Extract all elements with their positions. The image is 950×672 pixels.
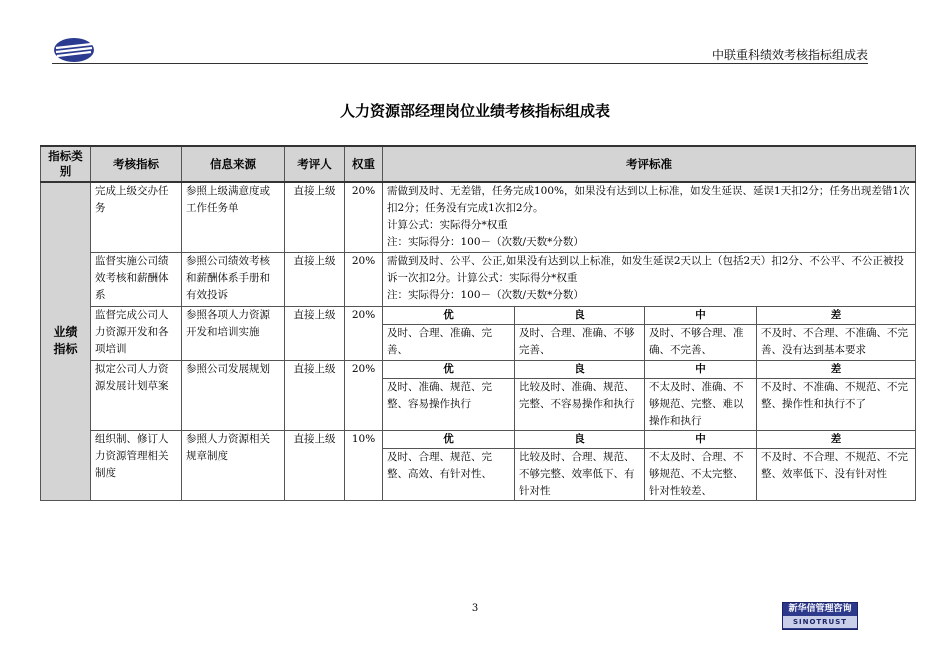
sinotrust-logo: [782, 602, 858, 630]
page-number: 3: [471, 603, 479, 614]
table-row: [41, 252, 916, 306]
weight-cell: 20%: [345, 306, 383, 360]
source-cell: 参照公司发展规划: [182, 360, 285, 430]
grade-medium-cell: 不太及时、合理、不够规范、不太完整、针对性较差、: [645, 448, 757, 500]
source-cell: 参照人力资源相关规章制度: [182, 430, 285, 500]
grade-medium-cell: 不太及时、准确、不够规范、完整、难以操作和执行: [645, 378, 757, 430]
company-logo-icon: [52, 36, 96, 64]
document-title: 人力资源部经理岗位业绩考核指标组成表: [339, 102, 610, 120]
grade-excellent-cell: 及时、准确、规范、完整、容易操作执行: [383, 378, 515, 430]
logo-cn-text: 新华信管理咨询: [788, 604, 852, 614]
indicator-cell: 完成上级交办任务: [91, 182, 182, 252]
criteria-cell: 需做到及时、公平、公正,如果没有达到以上标准，如发生延误2天以上（包括2天）扣2分、不公平、不公正被投诉一次扣2分。计算公式：实际得分*权重 注：实际得分：100－（次数/天数*分数）: [383, 252, 916, 306]
grade-excellent-label: 优: [383, 306, 515, 324]
table-row: [41, 360, 916, 378]
grade-medium-label: 中: [645, 430, 757, 448]
table-row: [41, 430, 916, 448]
criteria-cell: 需做到及时、无差错，任务完成100%，如果没有达到以上标准，如发生延误、延误1天扣2分；任务出现差错1次扣2分；任务没有完成1次扣2分。 计算公式：实际得分*权重 注：实际得分：100－（次数/天数*分数）: [383, 182, 916, 252]
header-criteria: 考评标准: [383, 146, 916, 182]
grade-good-label: 良: [515, 360, 645, 378]
grade-good-label: 良: [515, 430, 645, 448]
table-row: [41, 182, 916, 252]
weight-cell: 20%: [345, 182, 383, 252]
header-evaluator: 考评人: [285, 146, 345, 182]
logo-en-text: SINOTRUST: [783, 616, 857, 628]
source-cell: 参照公司绩效考核和薪酬体系手册和有效投诉: [182, 252, 285, 306]
grade-good-cell: 比较及时、合理、规范、不够完整、效率低下、有针对性: [515, 448, 645, 500]
header-rule: [52, 63, 868, 64]
grade-excellent-cell: 及时、合理、准确、完善、: [383, 324, 515, 360]
header-source: 信息来源: [182, 146, 285, 182]
grade-medium-label: 中: [645, 306, 757, 324]
weight-cell: 10%: [345, 430, 383, 500]
header-company-title: 中联重科绩效考核指标组成表: [711, 48, 868, 62]
grade-good-cell: 及时、合理、准确、不够完善、: [515, 324, 645, 360]
source-cell: 参照各项人力资源开发和培训实施: [182, 306, 285, 360]
grade-medium-cell: 及时、不够合理、准确、不完善、: [645, 324, 757, 360]
weight-cell: 20%: [345, 360, 383, 430]
grade-poor-cell: 不及时、不准确、不规范、不完整、操作性和执行不了: [757, 378, 916, 430]
grade-excellent-label: 优: [383, 360, 515, 378]
indicator-cell: 组织制、修订人力资源管理相关制度: [91, 430, 182, 500]
indicator-cell: 监督完成公司人力资源开发和各项培训: [91, 306, 182, 360]
indicator-cell: 拟定公司人力资源发展计划草案: [91, 360, 182, 430]
category-cell: [41, 182, 91, 500]
grade-poor-cell: 不及时、不合理、不规范、不完整、效率低下、没有针对性: [757, 448, 916, 500]
header-category: 指标类别: [41, 146, 91, 182]
grade-poor-label: 差: [757, 430, 916, 448]
category-label: 业绩指标: [53, 325, 78, 357]
evaluator-cell: 直接上级: [285, 252, 345, 306]
grade-medium-label: 中: [645, 360, 757, 378]
evaluator-cell: 直接上级: [285, 182, 345, 252]
header-weight: 权重: [345, 146, 383, 182]
grade-poor-cell: 不及时、不合理、不准确、不完善、没有达到基本要求: [757, 324, 916, 360]
header-indicator: 考核指标: [91, 146, 182, 182]
grade-good-label: 良: [515, 306, 645, 324]
evaluator-cell: 直接上级: [285, 306, 345, 360]
weight-cell: 20%: [345, 252, 383, 306]
evaluator-cell: 直接上级: [285, 360, 345, 430]
evaluator-cell: 直接上级: [285, 430, 345, 500]
grade-poor-label: 差: [757, 306, 916, 324]
grade-excellent-cell: 及时、合理、规范、完整、高效、有针对性、: [383, 448, 515, 500]
grade-excellent-label: 优: [383, 430, 515, 448]
grade-good-cell: 比较及时、准确、规范、完整、不容易操作和执行: [515, 378, 645, 430]
indicator-cell: 监督实施公司绩效考核和薪酬体系: [91, 252, 182, 306]
source-cell: 参照上级满意度或工作任务单: [182, 182, 285, 252]
kpi-table: [40, 145, 916, 501]
table-header-row: [41, 146, 916, 182]
grade-poor-label: 差: [757, 360, 916, 378]
table-row: [41, 306, 916, 324]
